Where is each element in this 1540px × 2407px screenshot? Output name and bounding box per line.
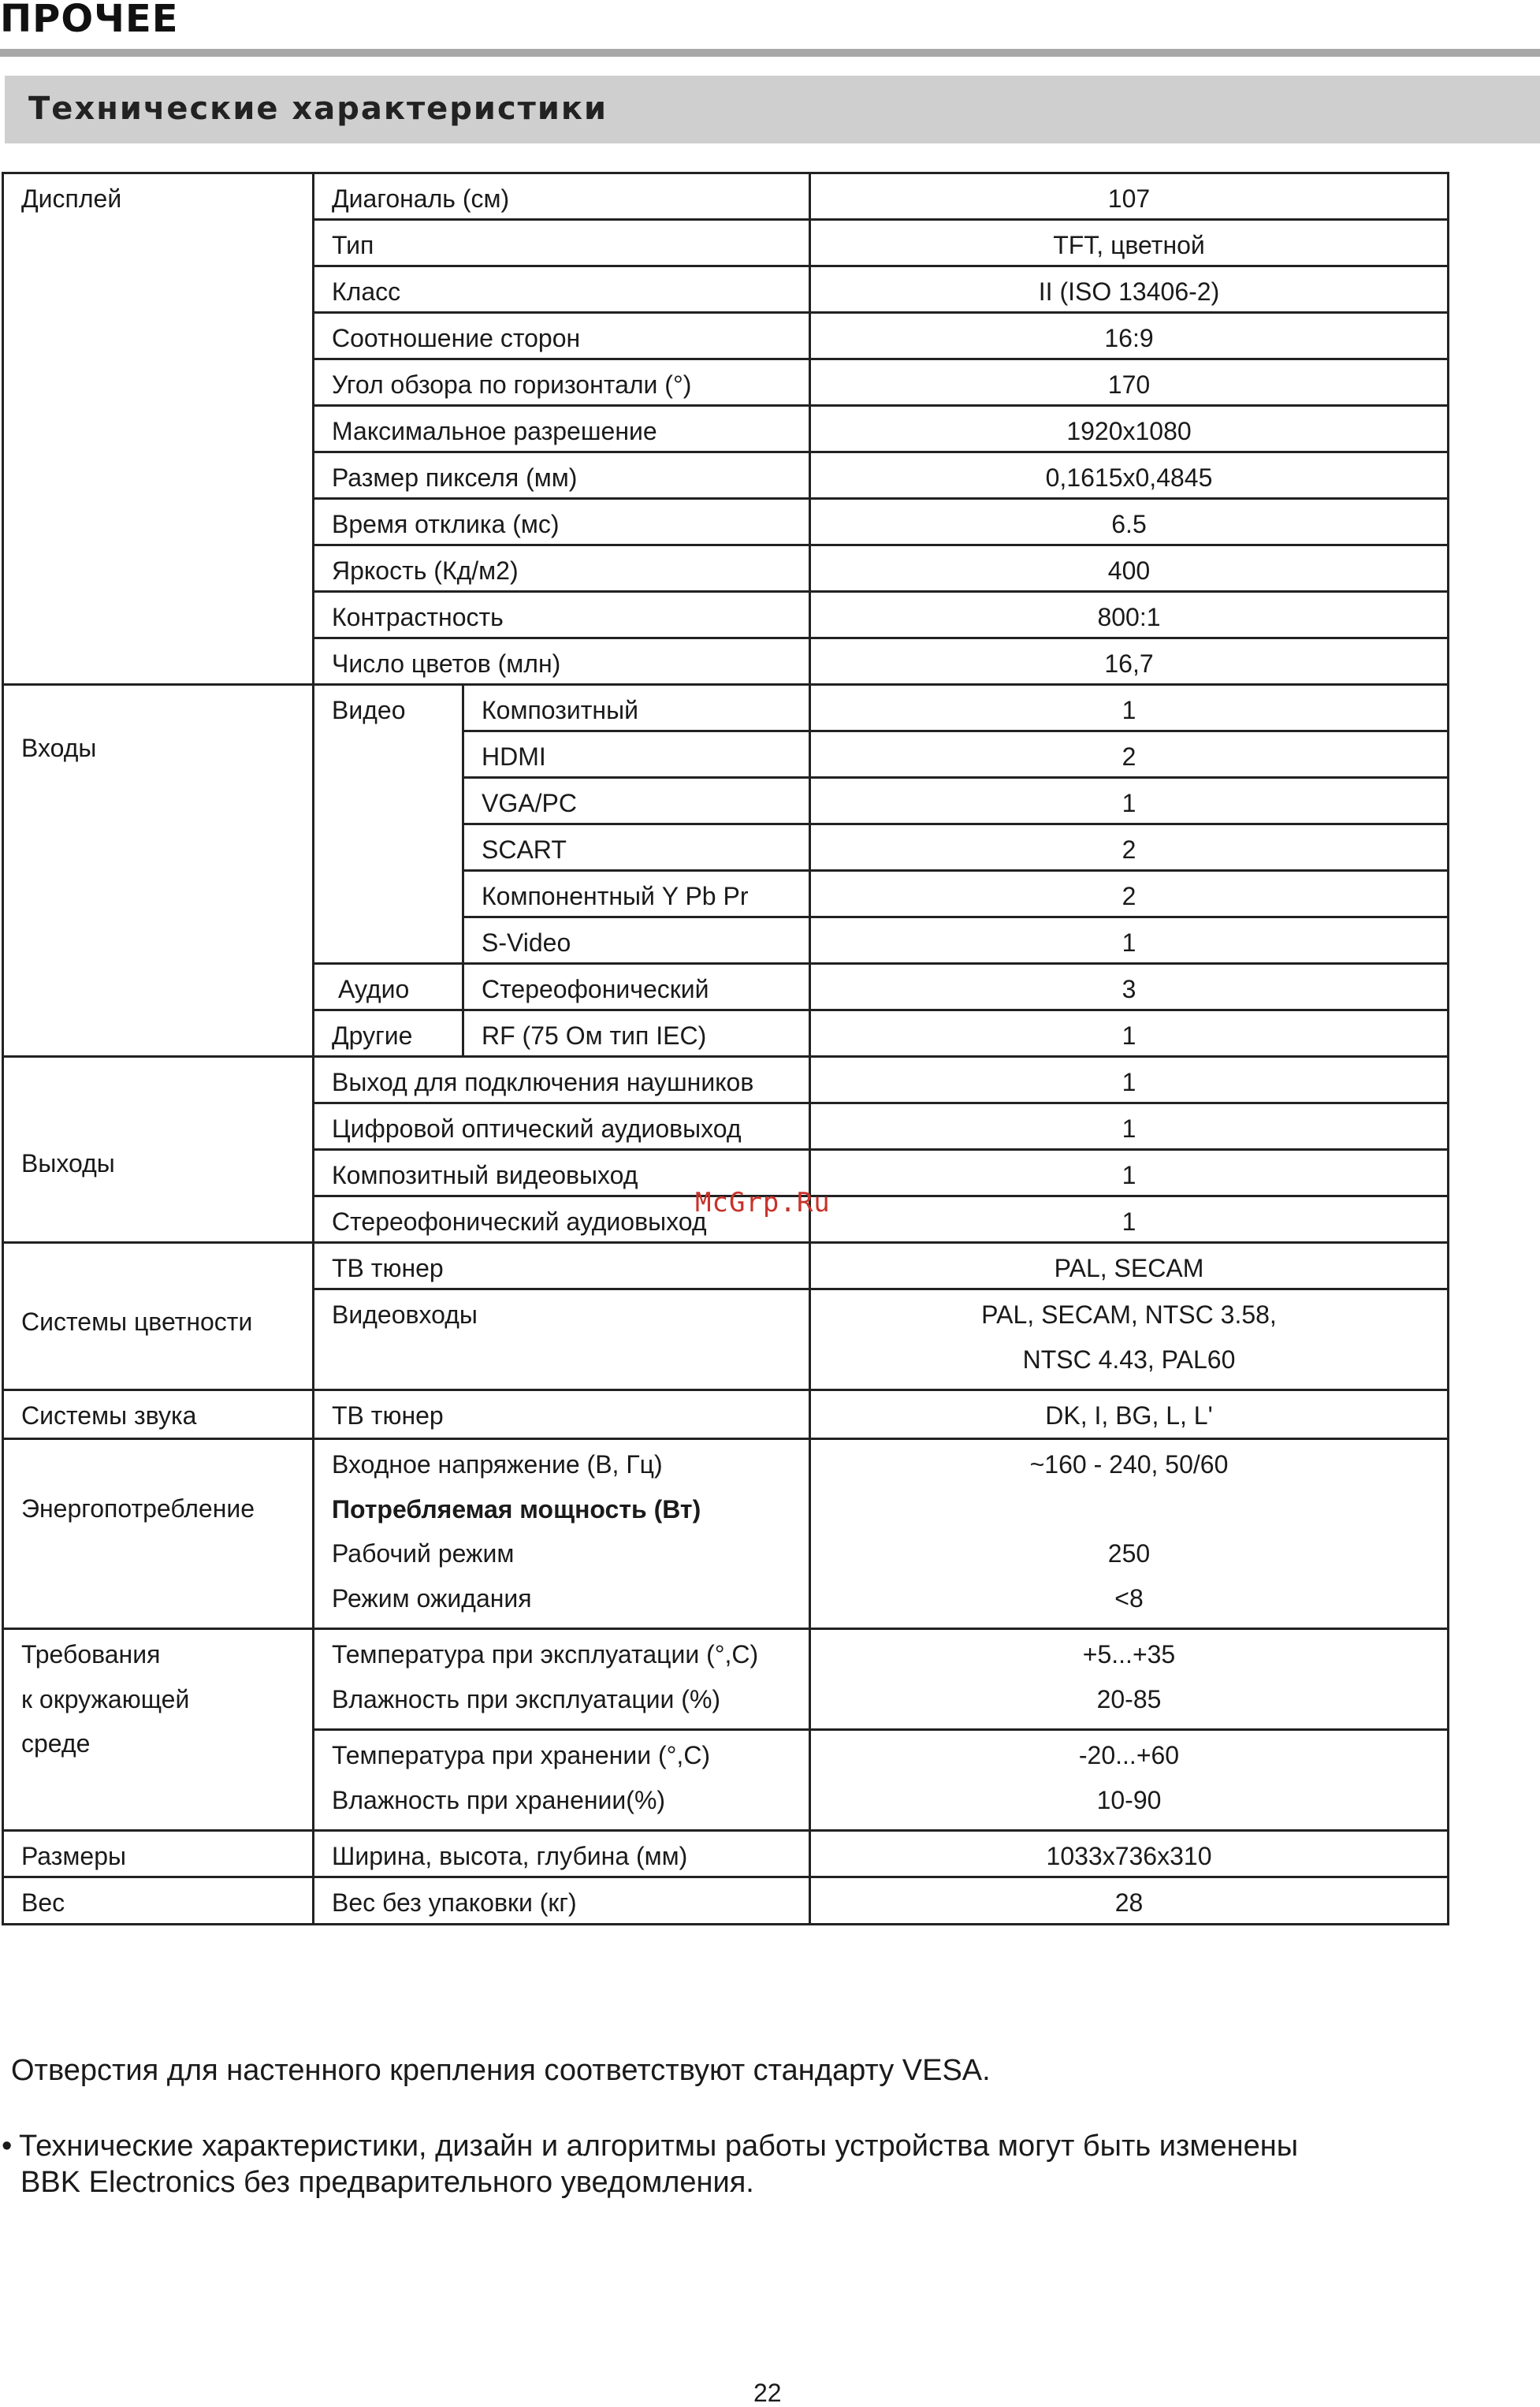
param-cell: RF (75 Ом тип IEC) xyxy=(463,1010,810,1057)
value-cell: 1033x736x310 xyxy=(810,1831,1449,1877)
header-rule xyxy=(0,49,1540,57)
group-label-inputs: Входы xyxy=(3,685,314,1057)
label-line: к окружающей xyxy=(21,1684,190,1713)
value-cell: 1 xyxy=(810,1196,1449,1243)
value-cell: 6.5 xyxy=(810,499,1449,545)
value-cell: 1 xyxy=(810,685,1449,731)
param-cell: Соотношение сторон xyxy=(314,313,810,359)
table-row xyxy=(3,1877,1449,1925)
param-cell: ТВ тюнер xyxy=(314,1390,810,1439)
value-cell: 1 xyxy=(810,917,1449,964)
subgroup-label-other: Другие xyxy=(314,1010,463,1057)
value-cell xyxy=(810,1439,1449,1629)
value-cell: 2 xyxy=(810,731,1449,778)
title-bar xyxy=(5,76,1540,143)
group-label-color-systems: Системы цветности xyxy=(3,1243,314,1390)
table-row xyxy=(3,1831,1449,1877)
value-cell: 800:1 xyxy=(810,592,1449,638)
param-cell: Композитный видеовыход xyxy=(314,1150,810,1196)
value-cell: PAL, SECAM xyxy=(810,1243,1449,1289)
group-label-sound-systems: Системы звука xyxy=(3,1390,314,1439)
value-cell: 0,1615x0,4845 xyxy=(810,452,1449,499)
param-cell xyxy=(314,1629,810,1730)
disclaimer-line-2: BBK Electronics без предварительного уведомления. xyxy=(20,2166,754,2199)
param-cell: Композитный xyxy=(463,685,810,731)
table-row xyxy=(3,685,1449,731)
param-line: Влажность при хранении(%) xyxy=(332,1785,666,1814)
disclaimer-line-1: Технические характеристики, дизайн и алгоритмы работы устройства могут быть изменены xyxy=(19,2130,1299,2163)
disclaimer-note xyxy=(2,2128,1420,2201)
value-cell xyxy=(810,1730,1449,1831)
value-cell: 16:9 xyxy=(810,313,1449,359)
param-cell: Максимальное разрешение xyxy=(314,406,810,452)
value-cell: 3 xyxy=(810,964,1449,1010)
value-cell: 107 xyxy=(810,173,1449,220)
value-line: <8 xyxy=(1114,1583,1144,1613)
param-cell: Контрастность xyxy=(314,592,810,638)
param-cell: Тип xyxy=(314,220,810,266)
value-line: +5...+35 xyxy=(1082,1640,1176,1669)
group-label-environment xyxy=(3,1629,314,1831)
param-line: Входное напряжение (В, Гц) xyxy=(332,1450,663,1479)
value-line: 20-85 xyxy=(1096,1684,1162,1713)
section-header: ПРОЧЕЕ xyxy=(0,0,179,41)
param-line: Влажность при эксплуатации (%) xyxy=(332,1684,721,1713)
label-line: Требования xyxy=(21,1640,161,1669)
value-cell xyxy=(810,1289,1449,1390)
value-cell: 1 xyxy=(810,1150,1449,1196)
table-row xyxy=(3,1439,1449,1629)
value-cell: 28 xyxy=(810,1877,1449,1925)
group-label-outputs: Выходы xyxy=(3,1057,314,1243)
value-cell: 1 xyxy=(810,778,1449,824)
value-cell: 16,7 xyxy=(810,638,1449,685)
table-row xyxy=(3,173,1449,220)
param-cell xyxy=(314,1730,810,1831)
table-row xyxy=(3,1057,1449,1103)
value-cell: 1 xyxy=(810,1057,1449,1103)
label-line: среде xyxy=(21,1729,91,1758)
value-cell: TFT, цветной xyxy=(810,220,1449,266)
table-row xyxy=(3,1243,1449,1289)
param-cell: Стереофонический xyxy=(463,964,810,1010)
param-cell: Стереофонический аудиовыход xyxy=(314,1196,810,1243)
value-line-empty xyxy=(816,1494,1442,1539)
param-cell: Яркость (Кд/м2) xyxy=(314,545,810,592)
param-cell: Компонентный Y Pb Pr xyxy=(463,871,810,917)
bullet-icon: • xyxy=(2,2130,13,2163)
param-cell: Число цветов (млн) xyxy=(314,638,810,685)
page-title: Технические характеристики xyxy=(28,91,608,127)
value-cell: 1920x1080 xyxy=(810,406,1449,452)
param-cell: Ширина, высота, глубина (мм) xyxy=(314,1831,810,1877)
value-line: 250 xyxy=(1107,1539,1151,1568)
param-line-bold: Потребляемая мощность (Вт) xyxy=(332,1494,701,1523)
value-cell: DK, I, BG, L, L' xyxy=(810,1390,1449,1439)
value-cell: 170 xyxy=(810,359,1449,406)
param-cell: Время отклика (мс) xyxy=(314,499,810,545)
table-row xyxy=(3,1629,1449,1730)
group-label-dimensions: Размеры xyxy=(3,1831,314,1877)
param-cell: Диагональ (см) xyxy=(314,173,810,220)
param-cell: Размер пикселя (мм) xyxy=(314,452,810,499)
value-line: NTSC 4.43, PAL60 xyxy=(1022,1345,1236,1374)
param-line: Рабочий режим xyxy=(332,1539,515,1568)
param-cell: Угол обзора по горизонтали (°) xyxy=(314,359,810,406)
value-cell: 2 xyxy=(810,824,1449,871)
value-line: ~160 - 240, 50/60 xyxy=(1029,1450,1229,1479)
value-line: 10-90 xyxy=(1096,1785,1162,1814)
param-cell: SCART xyxy=(463,824,810,871)
param-cell: S-Video xyxy=(463,917,810,964)
param-cell: Вес без упаковки (кг) xyxy=(314,1877,810,1925)
vesa-note: Отверстия для настенного крепления соответствуют стандарту VESA. xyxy=(11,2054,991,2087)
param-cell: VGA/PC xyxy=(463,778,810,824)
value-cell: 1 xyxy=(810,1010,1449,1057)
value-cell xyxy=(810,1629,1449,1730)
param-cell: HDMI xyxy=(463,731,810,778)
value-line: PAL, SECAM, NTSC 3.58, xyxy=(981,1300,1277,1329)
param-line: Температура при хранении (°,С) xyxy=(332,1741,711,1769)
value-cell: II (ISO 13406-2) xyxy=(810,266,1449,313)
specs-table xyxy=(2,172,1449,1925)
page-number: 22 xyxy=(753,2379,782,2407)
subgroup-label-audio: Аудио xyxy=(314,964,463,1010)
group-label-power: Энергопотребление xyxy=(3,1439,314,1629)
group-label-weight: Вес xyxy=(3,1877,314,1925)
param-line: Режим ожидания xyxy=(332,1583,532,1613)
param-line: Температура при эксплуатации (°,С) xyxy=(332,1640,759,1669)
group-label-display: Дисплей xyxy=(3,173,314,685)
watermark: McGrp.Ru xyxy=(695,1187,831,1218)
subgroup-label-video: Видео xyxy=(314,685,463,964)
value-cell: 1 xyxy=(810,1103,1449,1150)
table-row xyxy=(3,1390,1449,1439)
value-line: -20...+60 xyxy=(1078,1741,1180,1769)
param-cell xyxy=(314,1439,810,1629)
value-cell: 400 xyxy=(810,545,1449,592)
value-cell: 2 xyxy=(810,871,1449,917)
param-cell: Цифровой оптический аудиовыход xyxy=(314,1103,810,1150)
param-cell: Выход для подключения наушников xyxy=(314,1057,810,1103)
param-cell: Видеовходы xyxy=(314,1289,810,1390)
param-cell: Класс xyxy=(314,266,810,313)
param-cell: ТВ тюнер xyxy=(314,1243,810,1289)
